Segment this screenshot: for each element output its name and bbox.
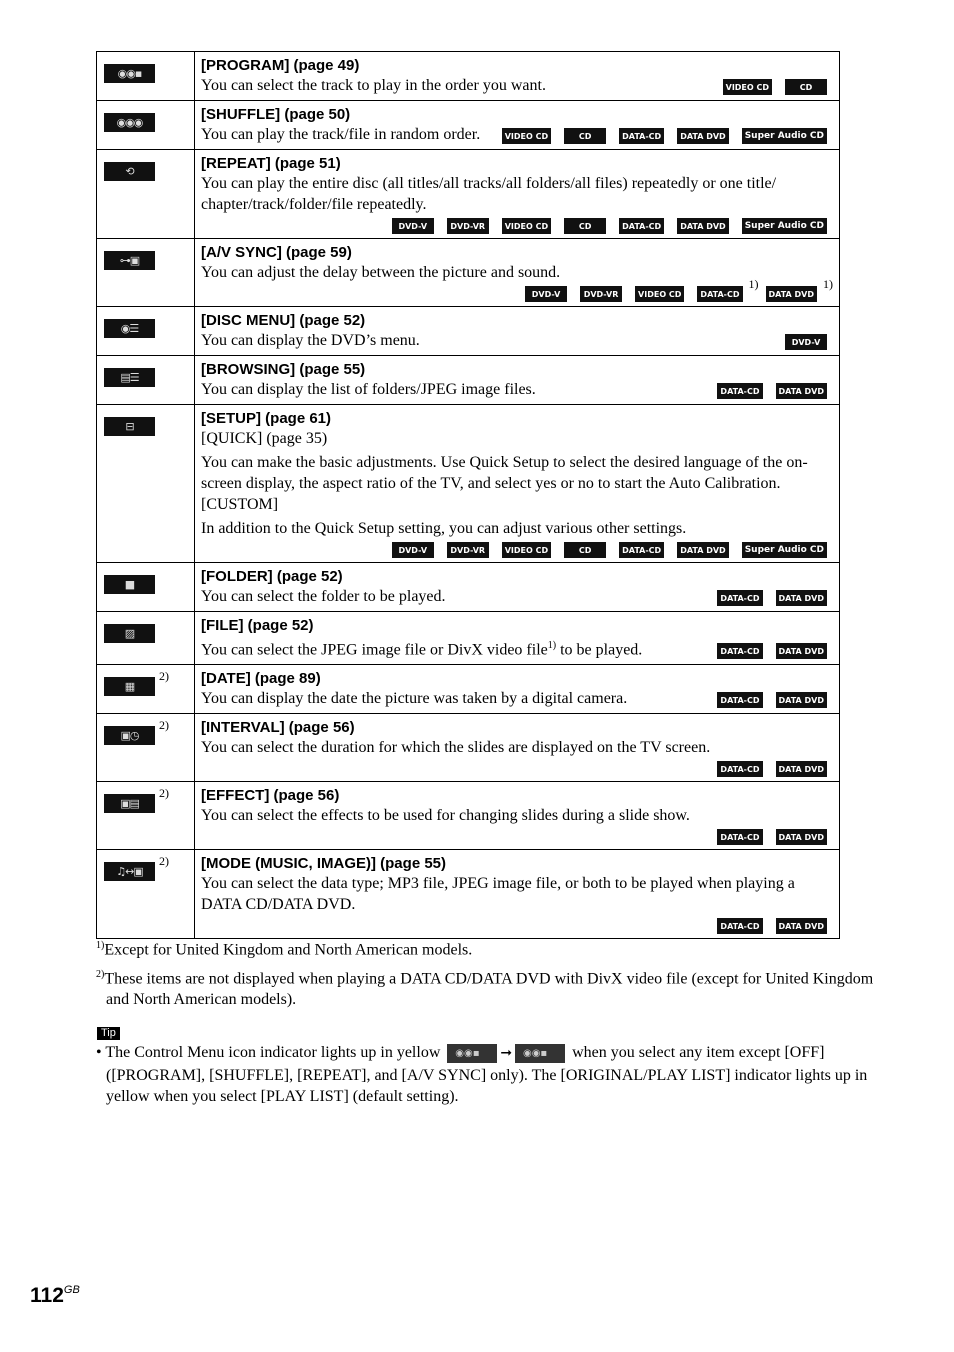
description-cell xyxy=(195,665,840,714)
description-cell xyxy=(195,101,840,150)
disc-type-badges xyxy=(717,692,833,708)
description-text: [QUICK] (page 35) xyxy=(201,430,328,447)
disc-badge-video-cd xyxy=(723,79,772,95)
table-row xyxy=(97,665,840,714)
disc-type-badges xyxy=(717,383,833,399)
disc-badge-label: DATA-CD xyxy=(622,221,662,231)
disc-badge-label: DATA DVD xyxy=(680,545,726,555)
disc-badge-label: DATA-CD xyxy=(720,646,760,656)
disc-badge-label: DVD-V xyxy=(531,289,561,299)
item-description xyxy=(201,330,833,351)
disc-badge-cd xyxy=(785,79,827,95)
disc-badge-label: DATA-CD xyxy=(700,289,740,299)
description-cell xyxy=(195,52,840,101)
table-row xyxy=(97,356,840,405)
disc-type-badges xyxy=(723,79,833,95)
disc-badge-data-dvd xyxy=(766,277,833,302)
disc-badge-data-cd xyxy=(717,829,762,845)
disc-badge-label: DATA DVD xyxy=(778,921,824,931)
table-row xyxy=(97,405,840,563)
disc-badge-dvd-v xyxy=(392,542,434,558)
item-title: [SETUP] (page 61) xyxy=(201,410,332,427)
page-number-value: 112 xyxy=(30,1284,64,1307)
disc-badge-label: CD xyxy=(578,545,592,555)
icon-cell xyxy=(97,150,195,239)
disc-type-badges xyxy=(201,218,833,234)
disc-badge-label: DVD-VR xyxy=(450,545,486,555)
footnote-ref: 2) xyxy=(159,718,169,733)
footnote-ref: 1) xyxy=(823,277,833,291)
description-text-tail: to be played. xyxy=(556,641,643,659)
disc-badge-label: DATA-CD xyxy=(720,921,760,931)
description-text: You can display the DVD’s menu. xyxy=(201,332,420,349)
description-text: You can select the duration for which the slides are displayed on the TV screen. xyxy=(201,739,711,757)
disc-badge-label: VIDEO CD xyxy=(504,131,549,141)
disc-badge-data-cd xyxy=(717,643,762,659)
disc-badge-data-dvd xyxy=(677,218,729,234)
table-row xyxy=(97,101,840,150)
description-text: You can adjust the delay between the picture and sound. xyxy=(201,264,561,281)
disc-type-badges xyxy=(201,829,833,845)
description-cell xyxy=(195,850,840,939)
icon-cell xyxy=(97,405,195,563)
footnote-2-text: These items are not displayed when playing a DATA CD/DATA DVD with DivX video file (except for United Kingdom and North American models). xyxy=(104,970,874,1009)
description-text: [CUSTOM] xyxy=(201,496,279,513)
disc-badge-label: VIDEO CD xyxy=(725,82,769,92)
table-row xyxy=(97,150,840,239)
footnote-1-text: Except for United Kingdom and North American models. xyxy=(104,941,473,959)
control-menu-table xyxy=(96,51,840,939)
table-row xyxy=(97,714,840,782)
description-cell xyxy=(195,356,840,405)
disc-badge-super-audio-cd xyxy=(742,128,827,144)
page-number xyxy=(30,1284,80,1308)
disc-badge-label: DATA-CD xyxy=(720,695,760,705)
table-row xyxy=(97,239,840,307)
table-row xyxy=(97,782,840,850)
disc-badge-cd xyxy=(564,218,606,234)
disc-type-badges xyxy=(717,643,833,659)
disc-badge-label: VIDEO CD xyxy=(638,289,682,299)
item-title: [FOLDER] (page 52) xyxy=(201,568,343,585)
disc-badge-super-audio-cd xyxy=(742,542,827,558)
item-title: [DISC MENU] (page 52) xyxy=(201,312,366,329)
icon-cell xyxy=(97,239,195,307)
icon-cell xyxy=(97,356,195,405)
disc-type-badges xyxy=(502,128,833,144)
disc-badge-label: DATA-CD xyxy=(720,593,760,603)
description-text: In addition to the Quick Setup setting, you can adjust various other settings. xyxy=(201,520,687,537)
tip-label: Tip xyxy=(97,1027,120,1040)
disc-badge-label: DATA-CD xyxy=(720,386,760,396)
disc-badge-data-dvd xyxy=(677,542,729,558)
icon-cell xyxy=(97,612,195,665)
description-text: You can display the list of folders/JPEG image files. xyxy=(201,381,536,398)
description-text: You can play the entire disc (all titles/all tracks/all folders/all files) repeatedly or one title/ chapter/track/folder/file repeatedly. xyxy=(201,175,777,213)
disc-badge-super-audio-cd xyxy=(742,218,827,234)
disc-badge-label: CD xyxy=(799,82,813,92)
item-title: [BROWSING] (page 55) xyxy=(201,361,366,378)
item-title: [FILE] (page 52) xyxy=(201,617,314,634)
disc-badge-data-cd xyxy=(717,761,762,777)
icon-cell xyxy=(97,665,195,714)
description-cell xyxy=(195,405,840,563)
table-row xyxy=(97,612,840,665)
description-text: You can select the data type; MP3 file, JPEG image file, or both to be played when playing a DATA CD/DATA DVD. xyxy=(201,875,795,914)
disc-badge-label: DVD-V xyxy=(791,337,821,347)
disc-badge-label: DATA DVD xyxy=(680,131,726,141)
disc-badge-label: DVD-VR xyxy=(450,221,486,231)
description-cell xyxy=(195,150,840,239)
footnote-ref: 2) xyxy=(159,854,169,869)
disc-badge-video-cd xyxy=(502,542,551,558)
footnote-ref: 2) xyxy=(159,786,169,801)
repeat-icon: ⟲ xyxy=(104,162,155,181)
disc-badge-data-cd xyxy=(717,590,762,606)
icon-cell xyxy=(97,52,195,101)
description-text: You can select the track to play in the order you want. xyxy=(201,77,546,94)
item-description xyxy=(201,494,833,515)
item-description xyxy=(201,262,833,283)
table-row xyxy=(97,850,840,939)
disc-badge-data-dvd xyxy=(677,128,729,144)
description-text: You can display the date the picture was taken by a digital camera. xyxy=(201,690,628,708)
disc-badge-cd xyxy=(564,128,606,144)
disc-badge-label: DATA-CD xyxy=(622,131,662,141)
disc-badge-data-dvd xyxy=(776,692,828,708)
date-icon: ▦ xyxy=(104,677,155,696)
mode-icon: ♫↔▣ xyxy=(104,862,155,881)
description-cell xyxy=(195,714,840,782)
disc-badge-label: DVD-V xyxy=(398,221,428,231)
tip-text-1: • The Control Menu icon indicator lights up in yellow xyxy=(96,1044,441,1061)
description-text: You can play the track/file in random order. xyxy=(201,126,481,143)
disc-badge-label: DVD-V xyxy=(398,545,428,555)
file-icon: ▨ xyxy=(104,624,155,643)
disc-badge-label: Super Audio CD xyxy=(744,545,824,555)
disc-badge-label: CD xyxy=(578,131,592,141)
table-row xyxy=(97,307,840,356)
disc-badge-cd xyxy=(564,542,606,558)
description-cell xyxy=(195,239,840,307)
icon-cell xyxy=(97,850,195,939)
tip-body xyxy=(96,1042,886,1108)
arrow-right-icon: ➞ xyxy=(500,1045,513,1061)
description-text: You can select the effects to be used for changing slides during a slide show. xyxy=(201,807,690,825)
footnote-ref: 1) xyxy=(748,277,759,291)
disc-badge-label: Super Audio CD xyxy=(744,221,824,231)
description-text: You can make the basic adjustments. Use Quick Setup to select the desired language of the on-screen display, the aspect ratio of the TV, and select yes or no to start the Auto Calibration. xyxy=(201,454,808,492)
disc-badge-data-cd xyxy=(717,918,762,934)
av-sync-icon: ⊶▣ xyxy=(104,251,155,270)
program-icon: ◉◉▪ xyxy=(104,64,155,83)
item-title: [DATE] (page 89) xyxy=(201,670,321,688)
item-title: [A/V SYNC] (page 59) xyxy=(201,244,352,261)
disc-badge-data-dvd xyxy=(776,643,828,659)
disc-type-badges xyxy=(785,334,833,350)
disc-type-badges xyxy=(201,918,833,934)
effect-icon: ▣▤ xyxy=(104,794,155,813)
footnote-ref: 1) xyxy=(547,640,557,651)
footnote-ref: 2) xyxy=(159,669,169,684)
disc-badge-label: DATA DVD xyxy=(778,695,824,705)
icon-cell xyxy=(97,714,195,782)
shuffle-icon: ◉◉◉ xyxy=(104,113,155,132)
disc-badge-data-cd xyxy=(619,542,664,558)
footnote-1-mark: 1) xyxy=(96,940,105,951)
disc-badge-dvd-v xyxy=(525,286,567,302)
footnote-2-mark: 2) xyxy=(96,969,105,980)
disc-badge-dvd-v xyxy=(392,218,434,234)
disc-badge-data-cd xyxy=(697,277,759,302)
disc-badge-data-dvd xyxy=(776,590,828,606)
disc-type-badges xyxy=(201,761,833,777)
footnote-2 xyxy=(96,964,886,1010)
table-row xyxy=(97,52,840,101)
disc-type-badges xyxy=(201,277,833,302)
disc-badge-label: VIDEO CD xyxy=(504,221,549,231)
icon-cell xyxy=(97,307,195,356)
item-description xyxy=(201,873,833,915)
item-description xyxy=(201,805,833,826)
description-cell xyxy=(195,563,840,612)
disc-type-badges xyxy=(717,590,833,606)
disc-badge-data-cd xyxy=(619,128,664,144)
disc-badge-label: DATA-CD xyxy=(622,545,662,555)
disc-badge-dvd-v xyxy=(785,334,827,350)
disc-badge-label: DATA DVD xyxy=(778,832,824,842)
disc-badge-label: DATA DVD xyxy=(778,646,824,656)
item-title: [MODE (MUSIC, IMAGE)] (page 55) xyxy=(201,855,447,873)
disc-badge-dvd-vr xyxy=(580,286,622,302)
disc-badge-data-cd xyxy=(717,383,762,399)
disc-badge-label: VIDEO CD xyxy=(504,545,549,555)
disc-badge-data-dvd xyxy=(776,761,828,777)
item-title: [EFFECT] (page 56) xyxy=(201,787,340,805)
interval-icon: ▣◷ xyxy=(104,726,155,745)
disc-badge-label: DATA DVD xyxy=(778,386,824,396)
item-description xyxy=(201,452,833,494)
description-text: You can select the folder to be played. xyxy=(201,588,446,605)
disc-badge-label: DATA DVD xyxy=(778,764,824,774)
disc-badge-label: Super Audio CD xyxy=(744,131,824,141)
item-title: [SHUFFLE] (page 50) xyxy=(201,106,351,123)
page-number-suffix: GB xyxy=(63,1284,80,1296)
footnote-1 xyxy=(96,935,886,960)
disc-badge-data-dvd xyxy=(776,918,828,934)
item-title: [REPEAT] (page 51) xyxy=(201,155,341,172)
disc-badge-label: DATA-CD xyxy=(720,764,760,774)
disc-menu-icon: ◉☰ xyxy=(104,319,155,338)
disc-badge-label: DATA DVD xyxy=(778,593,824,603)
icon-cell xyxy=(97,782,195,850)
disc-badge-data-cd xyxy=(619,218,664,234)
description-cell xyxy=(195,782,840,850)
disc-badge-video-cd xyxy=(502,128,551,144)
control-menu-icon-off: ◉◉▪ xyxy=(447,1044,497,1063)
disc-badge-label: DVD-VR xyxy=(583,289,619,299)
item-description xyxy=(201,173,833,215)
folder-icon: ■ xyxy=(104,575,155,594)
disc-type-badges xyxy=(201,542,833,558)
disc-badge-label: CD xyxy=(578,221,592,231)
disc-badge-label: DATA DVD xyxy=(680,221,726,231)
description-cell xyxy=(195,307,840,356)
icon-cell xyxy=(97,563,195,612)
disc-badge-dvd-vr xyxy=(447,218,489,234)
disc-badge-label: DATA-CD xyxy=(720,832,760,842)
disc-badge-label: DATA DVD xyxy=(768,289,814,299)
disc-badge-data-dvd xyxy=(776,383,828,399)
description-cell xyxy=(195,612,840,665)
disc-badge-data-dvd xyxy=(776,829,828,845)
disc-badge-dvd-vr xyxy=(447,542,489,558)
disc-badge-data-cd xyxy=(717,692,762,708)
browsing-icon: ▤☰ xyxy=(104,368,155,387)
control-menu-icon-on: ◉◉▪ xyxy=(515,1044,565,1063)
tip-text-2: when you select any item except [OFF] ([PROGRAM], [SHUFFLE], [REPEAT], and [A/V SYNC] only). The [ORIGINAL/PLAY LIST] indicator lights up in yellow when you select [PLAY LIST] (default setting). xyxy=(106,1044,868,1105)
table-row xyxy=(97,563,840,612)
item-description xyxy=(201,737,833,758)
item-description xyxy=(201,518,833,539)
item-title: [INTERVAL] (page 56) xyxy=(201,719,355,737)
icon-cell xyxy=(97,101,195,150)
item-description xyxy=(201,428,833,449)
setup-icon: ⊟ xyxy=(104,417,155,436)
item-title: [PROGRAM] (page 49) xyxy=(201,57,360,74)
disc-badge-video-cd xyxy=(635,286,684,302)
description-text: You can select the JPEG image file or DivX video file xyxy=(201,641,548,659)
disc-badge-video-cd xyxy=(502,218,551,234)
